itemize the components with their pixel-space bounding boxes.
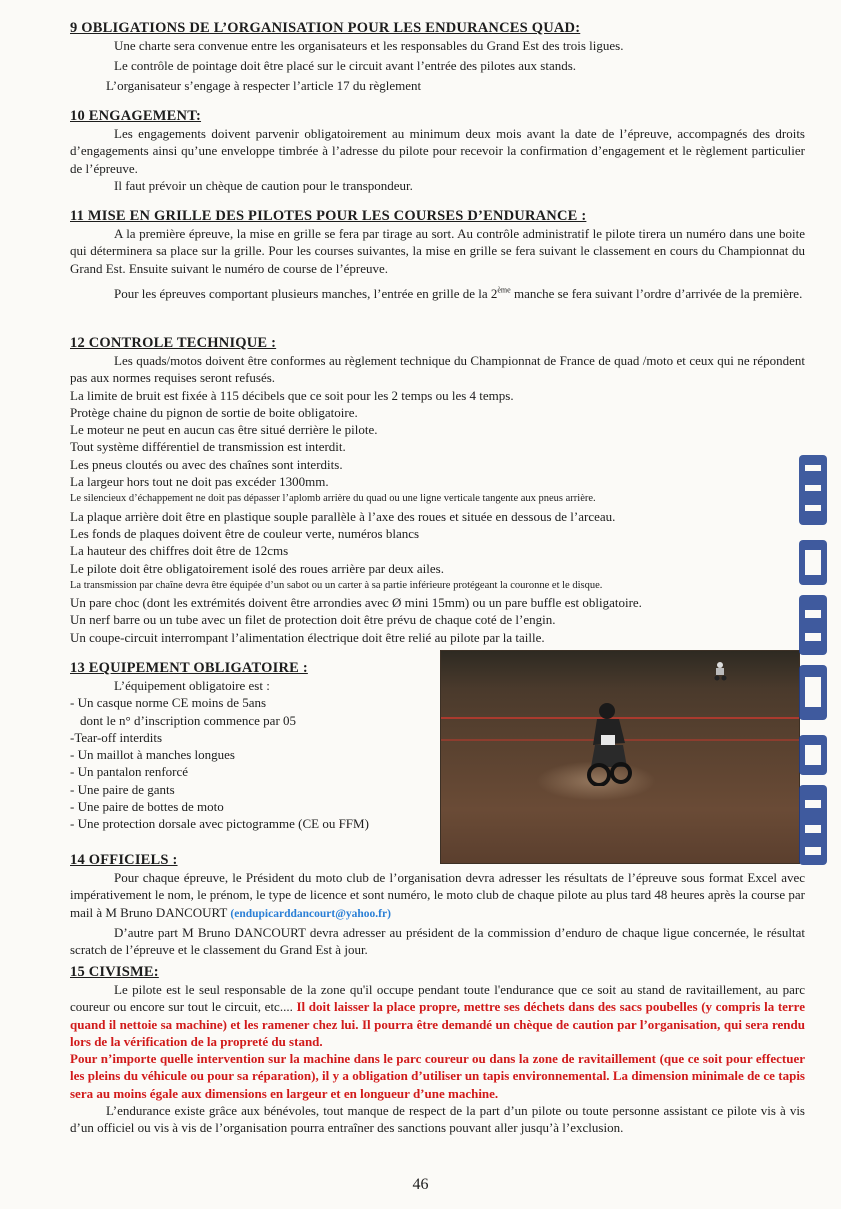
- section-13-intro: L’équipement obligatoire est :: [114, 678, 270, 693]
- motocross-photo: [440, 650, 800, 864]
- section-15-title: 15 CIVISME:: [70, 964, 159, 980]
- section-14-title: 14 OFFICIELS :: [70, 852, 178, 868]
- section-10-para-2: Il faut prévoir un chèque de caution pour le transpondeur.: [114, 177, 413, 193]
- rule-line-small: La transmission par chaîne devra être équipée d’un sabot ou un carter à sa partie inférieure protégeant la couronne et le disque.: [70, 579, 603, 591]
- equipment-item: -Tear-off interdits: [70, 729, 163, 745]
- section-11: [70, 208, 805, 302]
- rider-icon: [571, 701, 641, 786]
- equipment-item: - Une paire de gants: [70, 781, 175, 797]
- equipment-item: - Une paire de bottes de moto: [70, 799, 224, 815]
- rule-line: Protège chaine du pignon de sortie de boite obligatoire.: [70, 404, 358, 420]
- rule-line: Le pilote doit être obligatoirement isolé des roues arrière par deux ailes.: [70, 560, 444, 576]
- section-15-para-1: Le pilote est le seul responsable de la zone qu'il occupe pendant toute l'endurance que ce soit au stand de ravitaillement, au parc coureur ou encore sur tout le circuit, etc.... Il doit laisser la place propre, mettre ses déchets dans des sacs poubelles (y compris la terre quand il nettoie sa machine) et les ramener chez lui. Il pourra être demandé un chèque de caution par l’organisation, qui sera rendu lors de la vérification de la propreté du stand.: [70, 982, 805, 1049]
- section-13: [70, 660, 430, 833]
- section-12: [70, 335, 805, 646]
- section-9-para-3: L’organisateur s’engage à respecter l’article 17 du règlement: [106, 77, 422, 93]
- page-number: 46: [412, 1176, 429, 1193]
- equipment-item: - Un pantalon renforcé: [70, 764, 189, 780]
- section-11-para-1: A la première épreuve, la mise en grille se fera par tirage au sort. Au contrôle administratif le pilote tirera un numéro dans une boite qui déterminera sa place sur la grille. Pour les courses suivantes, la mise en grille se fera suivant le classement en cours du Championnat du Grand Est. Ensuite suivant le numéro de course de l’épreuve.: [70, 226, 805, 276]
- rule-line: Un nerf barre ou un tube avec un filet de protection doit être prévu de chaque coté de l’engin.: [70, 612, 556, 628]
- section-9: [70, 20, 805, 94]
- rule-line: Un pare choc (dont les extrémités doivent être arrondies avec Ø mini 15mm) ou un pare buffle est obligatoire.: [70, 595, 642, 611]
- section-10-para-1: Les engagements doivent parvenir obligatoirement au minimum deux mois avant la date de l’épreuve, accompagnés des droits d’engagements ainsi qu’une enveloppe timbrée à l’adresse du pilote pour recevoir la confirmation d’engagement et le règlement particulier de l’épreuve.: [70, 126, 805, 176]
- equipment-item: dont le n° d’inscription commence par 05: [80, 712, 297, 728]
- section-10: [70, 108, 805, 194]
- section-13-title: 13 EQUIPEMENT OBLIGATOIRE :: [70, 660, 308, 676]
- rule-line: Les fonds de plaques doivent être de couleur verte, numéros blancs: [70, 525, 420, 541]
- section-9-title: 9 OBLIGATIONS DE L’ORGANISATION POUR LES ENDURANCES QUAD:: [70, 20, 581, 36]
- section-12-rules: [70, 387, 805, 646]
- section-15: [70, 964, 805, 1137]
- rule-line: La largeur hors tout ne doit pas excéder 1300mm.: [70, 474, 329, 490]
- sidebar-logo: [793, 455, 833, 875]
- equipment-item: - Une protection dorsale avec pictogramme (CE ou FFM): [70, 816, 369, 832]
- section-15-para-2: Pour n’importe quelle intervention sur la machine dans le parc coureur ou dans la zone de ravitaillement (que ce soit pour effectuer les pleins du véhicule ou pour sa réparation), il y a obligation d’utiliser un tapis environnemental. La dimension minimale de ce tapis sera au moins égale aux dimensions en largeur et en longueur d’une machine.: [70, 1051, 805, 1101]
- rule-line: Un coupe-circuit interrompant l’alimentation électrique doit être relié au pilote par la taille.: [70, 629, 545, 645]
- email-link[interactable]: (endupicarddancourt@yahoo.fr): [230, 907, 391, 920]
- section-9-para-2: Le contrôle de pointage doit être placé sur le circuit avant l’entrée des pilotes aux stands.: [114, 58, 577, 74]
- section-14-para-1: Pour chaque épreuve, le Président du moto club de l’organisation devra adresser les résultats de l’épreuve sous format Excel avec impérativement le nom, le prénom, le type de licence et sont numéro, le moto club de chaque pilote au plus tard 48 heures après la course par mail à M Bruno DANCOURT (endupicarddancourt@yahoo.fr): [70, 870, 805, 920]
- section-14: [70, 852, 805, 958]
- rule-line: Le moteur ne peut en aucun cas être situé derrière le pilote.: [70, 422, 378, 438]
- rule-line: Tout système différentiel de transmission est interdit.: [70, 439, 346, 455]
- section-12-para-1: Les quads/motos doivent être conformes au règlement technique du Championnat de France de quad /moto et ceux qui ne répondent pas aux normes requises seront refusés.: [70, 353, 805, 386]
- equipment-item: - Un maillot à manches longues: [70, 747, 235, 763]
- rule-line: La limite de bruit est fixée à 115 décibels que ce soit pour les 2 temps ou les 4 temps.: [70, 387, 514, 403]
- section-12-title: 12 CONTROLE TECHNIQUE :: [70, 335, 277, 351]
- section-14-para-2: D’autre part M Bruno DANCOURT devra adresser au président de la commission d’enduro de chaque ligue concernée, le résultat scratch de l’épreuve et le classement du Grand Est à jour.: [70, 924, 805, 958]
- rule-line: La hauteur des chiffres doit être de 12cms: [70, 543, 289, 559]
- equipment-item: - Un casque norme CE moins de 5ans: [70, 695, 267, 711]
- section-10-title: 10 ENGAGEMENT:: [70, 108, 202, 124]
- distant-rider-icon: [713, 661, 727, 681]
- rule-line: La plaque arrière doit être en plastique souple parallèle à l’axe des roues et située en dessous de l’arceau.: [70, 508, 616, 524]
- rule-line-small: Le silencieux d’échappement ne doit pas dépasser l’aplomb arrière du quad ou une ligne verticale tangente aux pneus arrière.: [70, 493, 596, 505]
- section-11-para-2: Pour les épreuves comportant plusieurs manches, l’entrée en grille de la 2ème manche se fera suivant l’ordre d’arrivée de la première.: [114, 285, 803, 301]
- section-15-para-3: L’endurance existe grâce aux bénévoles, tout manque de respect de la part d’un pilote ou toute personne assistant ce pilote vis à vis d’un officiel ou vis à vis de l’organisation pourra entraîner des sanctions pouvant aller jusqu’à l’exclusion.: [70, 1103, 805, 1136]
- section-11-title: 11 MISE EN GRILLE DES PILOTES POUR LES COURSES D’ENDURANCE :: [70, 208, 587, 224]
- section-9-para-1: Une charte sera convenue entre les organisateurs et les responsables du Grand Est des trois ligues.: [114, 38, 624, 53]
- rule-line: Les pneus cloutés ou avec des chaînes sont interdits.: [70, 456, 343, 472]
